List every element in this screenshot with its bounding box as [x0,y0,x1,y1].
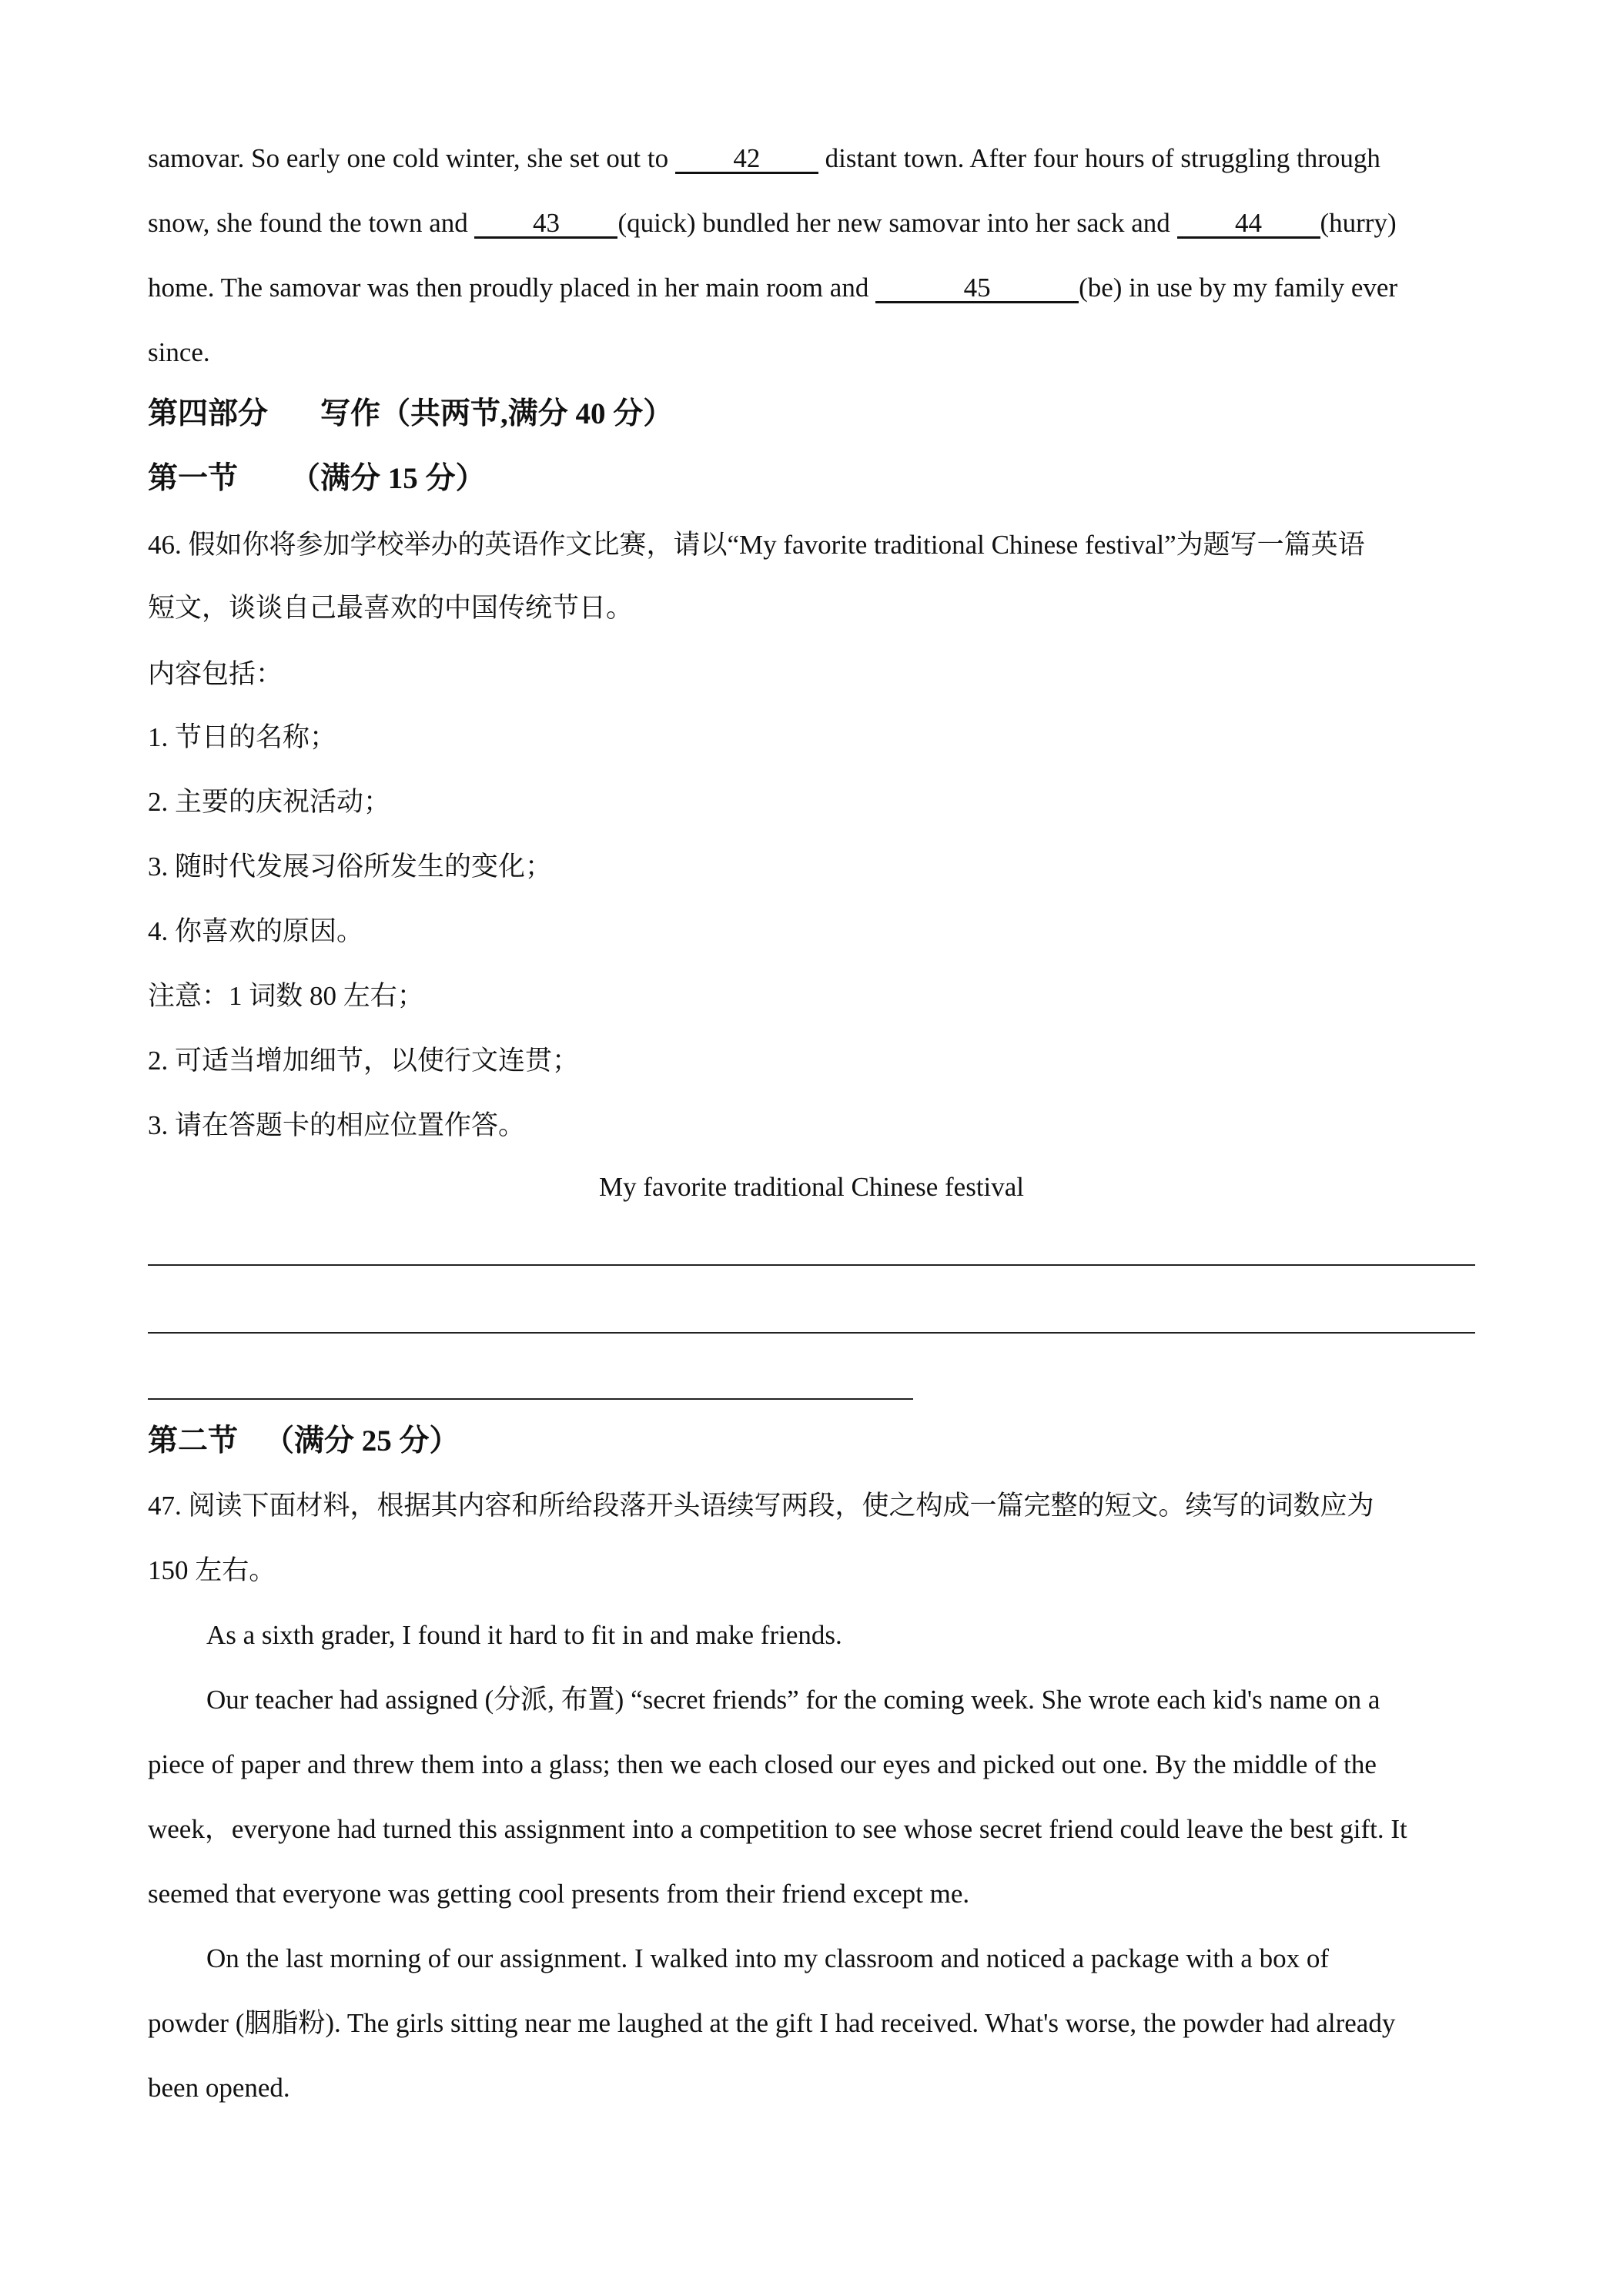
section1-title: 第一节 [148,462,239,495]
section1-score: （满分 15 分） [290,462,486,495]
text: snow, she found the town and [148,208,475,238]
content-item-4: 4. 你喜欢的原因。 [148,916,364,946]
section2-heading [148,1426,1531,1457]
q47-prompt-line-2: 150 左右。 [148,1555,276,1585]
section2-score: （满分 25 分） [264,1424,460,1458]
text: (quick) bundled her new samovar into her sack and [617,208,1177,238]
cloze-line-4: since. [148,337,210,367]
text: (be) in use by my family ever [1079,273,1398,303]
answer-line-1[interactable] [148,1264,1475,1266]
q46-prompt-line-1: 46. 假如你将参加学校举办的英语作文比赛，请以“My favorite traditional Chinese festival”为题写一篇英语 [148,530,1365,560]
passage-paragraph-3-line-3: been opened. [148,2073,290,2103]
text: home. The samovar was then proudly placed in her main room and [148,273,876,303]
note-2: 2. 可适当增加细节，以使行文连贯； [148,1046,580,1076]
cloze-line-1 [148,143,1531,174]
part4-subtitle: 写作（共两节,满分 40 分） [320,397,674,430]
blank-44[interactable]: 44 [1177,210,1320,239]
blank-45[interactable]: 45 [875,275,1079,303]
part4-heading [148,399,1531,430]
content-label: 内容包括： [148,659,283,689]
part4-title: 第四部分 [148,397,269,430]
blank-42[interactable]: 42 [675,146,818,174]
content-item-3: 3. 随时代发展习俗所发生的变化； [148,852,553,882]
section2-title: 第二节 [148,1424,239,1458]
passage-paragraph-2-line-1: Our teacher had assigned (分派, 布置) “secret friends” for the coming week. She wrote each kid's name on a [206,1685,1380,1715]
passage-paragraph-3-line-2: powder (胭脂粉). The girls sitting near me laughed at the gift I had received. What's worse, the powder had already [148,2008,1396,2038]
passage-paragraph-1: As a sixth grader, I found it hard to fit in and make friends. [206,1620,842,1650]
q47-prompt-line-1: 47. 阅读下面材料，根据其内容和所给段落开头语续写两段，使之构成一篇完整的短文。续写的词数应为 [148,1491,1374,1521]
text: distant town. After four hours of struggling through [818,143,1380,173]
q46-prompt-line-2: 短文，谈谈自己最喜欢的中国传统节日。 [148,593,634,623]
text: (hurry) [1320,208,1397,238]
text: samovar. So early one cold winter, she set out to [148,143,675,173]
cloze-line-3 [148,273,1531,303]
section1-heading [148,464,1531,494]
passage-paragraph-2-line-3: week，everyone had turned this assignment into a competition to see whose secret friend could leave the best gift. It [148,1814,1407,1844]
content-item-2: 2. 主要的庆祝活动； [148,787,391,817]
passage-paragraph-3-line-1: On the last morning of our assignment. I walked into my classroom and noticed a package with a box of [206,1943,1329,1973]
note-3: 3. 请在答题卡的相应位置作答。 [148,1110,526,1140]
content-item-1: 1. 节日的名称； [148,722,337,752]
answer-line-3[interactable] [148,1398,913,1400]
blank-43[interactable]: 43 [474,210,617,239]
cloze-line-2 [148,208,1531,239]
essay-title: My favorite traditional Chinese festival [598,1172,1025,1202]
answer-line-2[interactable] [148,1332,1475,1334]
passage-paragraph-2-line-2: piece of paper and threw them into a glass; then we each closed our eyes and picked out one. By the middle of the [148,1749,1377,1779]
note-1: 注意：1 词数 80 左右； [148,981,424,1011]
passage-paragraph-2-line-4: seemed that everyone was getting cool presents from their friend except me. [148,1879,970,1909]
